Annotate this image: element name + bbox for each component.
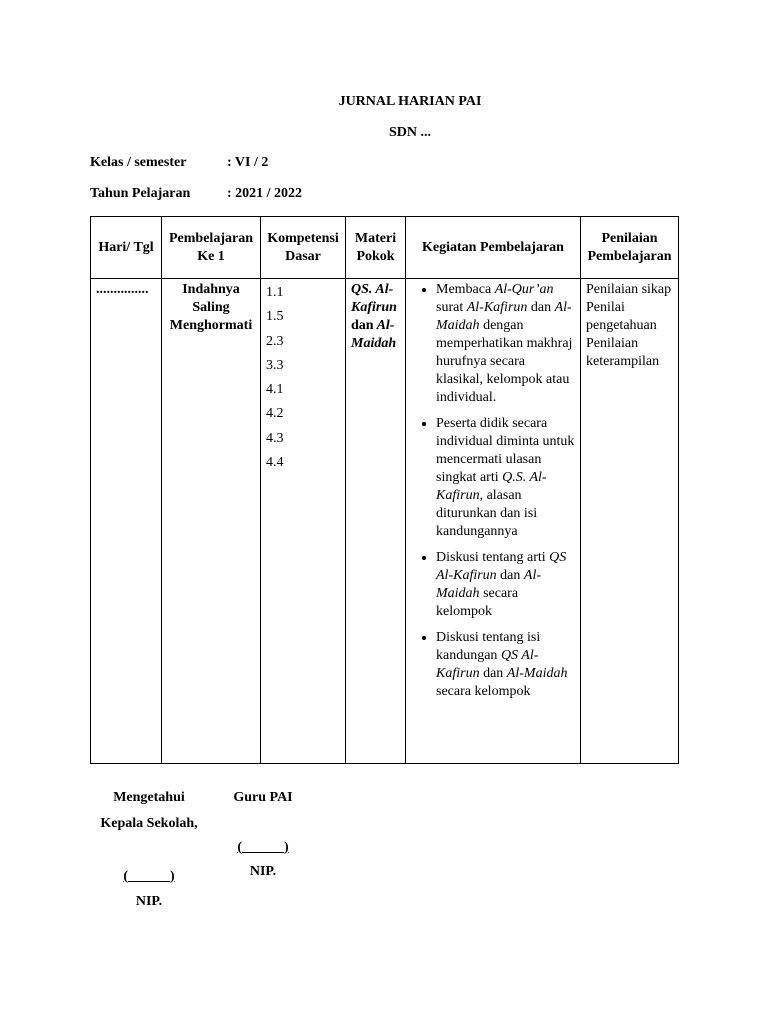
header-kegiatan: Kegiatan Pembelajaran bbox=[406, 217, 581, 279]
header-penilaian: Penilaian Pembelajaran bbox=[581, 217, 679, 279]
kegiatan-text: , alasan diturunkan dan isi kandungannya bbox=[436, 488, 538, 539]
kd-item: 4.3 bbox=[266, 430, 284, 446]
kd-item: 3.3 bbox=[266, 357, 284, 373]
materi-surah-1: Al-Kafirun bbox=[351, 282, 397, 315]
kd-item: 4.4 bbox=[266, 455, 284, 471]
list-item bbox=[436, 629, 575, 701]
penilaian-item: Penilai pengetahuan bbox=[586, 300, 657, 333]
tahun-label: Tahun Pelajaran bbox=[90, 186, 191, 201]
list-item bbox=[436, 549, 575, 621]
kd-item: 2.3 bbox=[266, 333, 284, 349]
header-materi: Materi Pokok bbox=[346, 217, 406, 279]
list-item bbox=[436, 415, 575, 541]
kepala-nip: NIP. bbox=[135, 894, 163, 909]
header-hari: Hari/ Tgl bbox=[91, 217, 162, 279]
kegiatan-emphasis: Al-Maidah bbox=[436, 568, 541, 601]
kegiatan-text: Membaca bbox=[436, 282, 495, 297]
kegiatan-emphasis: Al-Maidah bbox=[506, 666, 568, 681]
cell-materi bbox=[346, 279, 406, 764]
cell-kompetensi bbox=[261, 279, 346, 764]
tahun-value: : 2021 / 2022 bbox=[227, 186, 303, 201]
cell-hari: ............... bbox=[91, 279, 162, 764]
kd-item: 4.2 bbox=[266, 406, 284, 422]
kegiatan-text: surat bbox=[436, 300, 467, 315]
cell-kegiatan bbox=[406, 279, 581, 764]
school-name: SDN ... bbox=[388, 125, 431, 140]
mengetahui-label: Mengetahui bbox=[113, 790, 185, 805]
kegiatan-text: dan bbox=[496, 568, 524, 583]
materi-qs: QS. bbox=[351, 282, 373, 297]
header-kompetensi: Kompetensi Dasar bbox=[261, 217, 346, 279]
penilaian-item: Penilaian keterampilan bbox=[586, 336, 660, 369]
kd-item: 1.1 bbox=[266, 285, 284, 300]
document-title: JURNAL HARIAN PAI bbox=[338, 94, 482, 109]
kd-item: 1.5 bbox=[266, 309, 284, 325]
signature-kepala-sekolah bbox=[100, 789, 198, 911]
kegiatan-text: secara kelompok bbox=[436, 684, 531, 699]
materi-surah-2: Al-Maidah bbox=[351, 318, 397, 351]
list-item bbox=[436, 281, 575, 407]
kegiatan-emphasis: QS Al-Kafirun bbox=[436, 648, 539, 681]
kelas-value: : VI / 2 bbox=[227, 155, 269, 170]
cell-penilaian bbox=[581, 279, 679, 764]
guru-name-blank: (______) bbox=[237, 840, 289, 855]
kepala-name-blank: (______) bbox=[123, 869, 175, 884]
kegiatan-emphasis: Al-Kafirun bbox=[466, 300, 528, 315]
kegiatan-text: Diskusi tentang isi kandungan bbox=[436, 630, 541, 663]
kegiatan-emphasis: Q.S. Al-Kafirun bbox=[436, 470, 547, 503]
kelas-label: Kelas / semester bbox=[90, 155, 187, 170]
penilaian-item: Penilaian sikap bbox=[586, 282, 672, 297]
kegiatan-text: Peserta didik secara individual diminta untuk mencermati ulasan singkat arti bbox=[436, 416, 575, 485]
kegiatan-text: dan bbox=[479, 666, 507, 681]
cell-pembelajaran: Indahnya Saling Menghormati bbox=[162, 279, 261, 764]
journal-table bbox=[90, 216, 679, 764]
kegiatan-emphasis: QS Al-Kafirun bbox=[436, 550, 567, 583]
kepala-sekolah-label: Kepala Sekolah, bbox=[100, 816, 198, 831]
header-pembelajaran: Pembelajaran Ke 1 bbox=[162, 217, 261, 279]
kegiatan-text: dan bbox=[527, 300, 555, 315]
kegiatan-emphasis: Al-Qur’an bbox=[494, 282, 554, 297]
kegiatan-list bbox=[411, 281, 575, 701]
kd-item: 4.1 bbox=[266, 382, 284, 398]
table-row bbox=[91, 279, 679, 764]
table-header-row bbox=[91, 217, 679, 279]
kelas-line bbox=[90, 155, 268, 171]
tahun-line bbox=[90, 186, 302, 202]
signature-guru bbox=[222, 789, 304, 881]
kegiatan-emphasis: Al-Maidah bbox=[436, 300, 572, 333]
guru-nip: NIP. bbox=[249, 864, 277, 879]
guru-label: Guru PAI bbox=[233, 790, 293, 805]
materi-dan: dan bbox=[351, 318, 374, 333]
kegiatan-text: dengan memperhatikan makhraj hurufnya secara klasikal, kelompok atau individual. bbox=[436, 318, 573, 405]
kegiatan-text: Diskusi tentang arti bbox=[436, 550, 550, 565]
kegiatan-text: secara kelompok bbox=[436, 586, 519, 619]
